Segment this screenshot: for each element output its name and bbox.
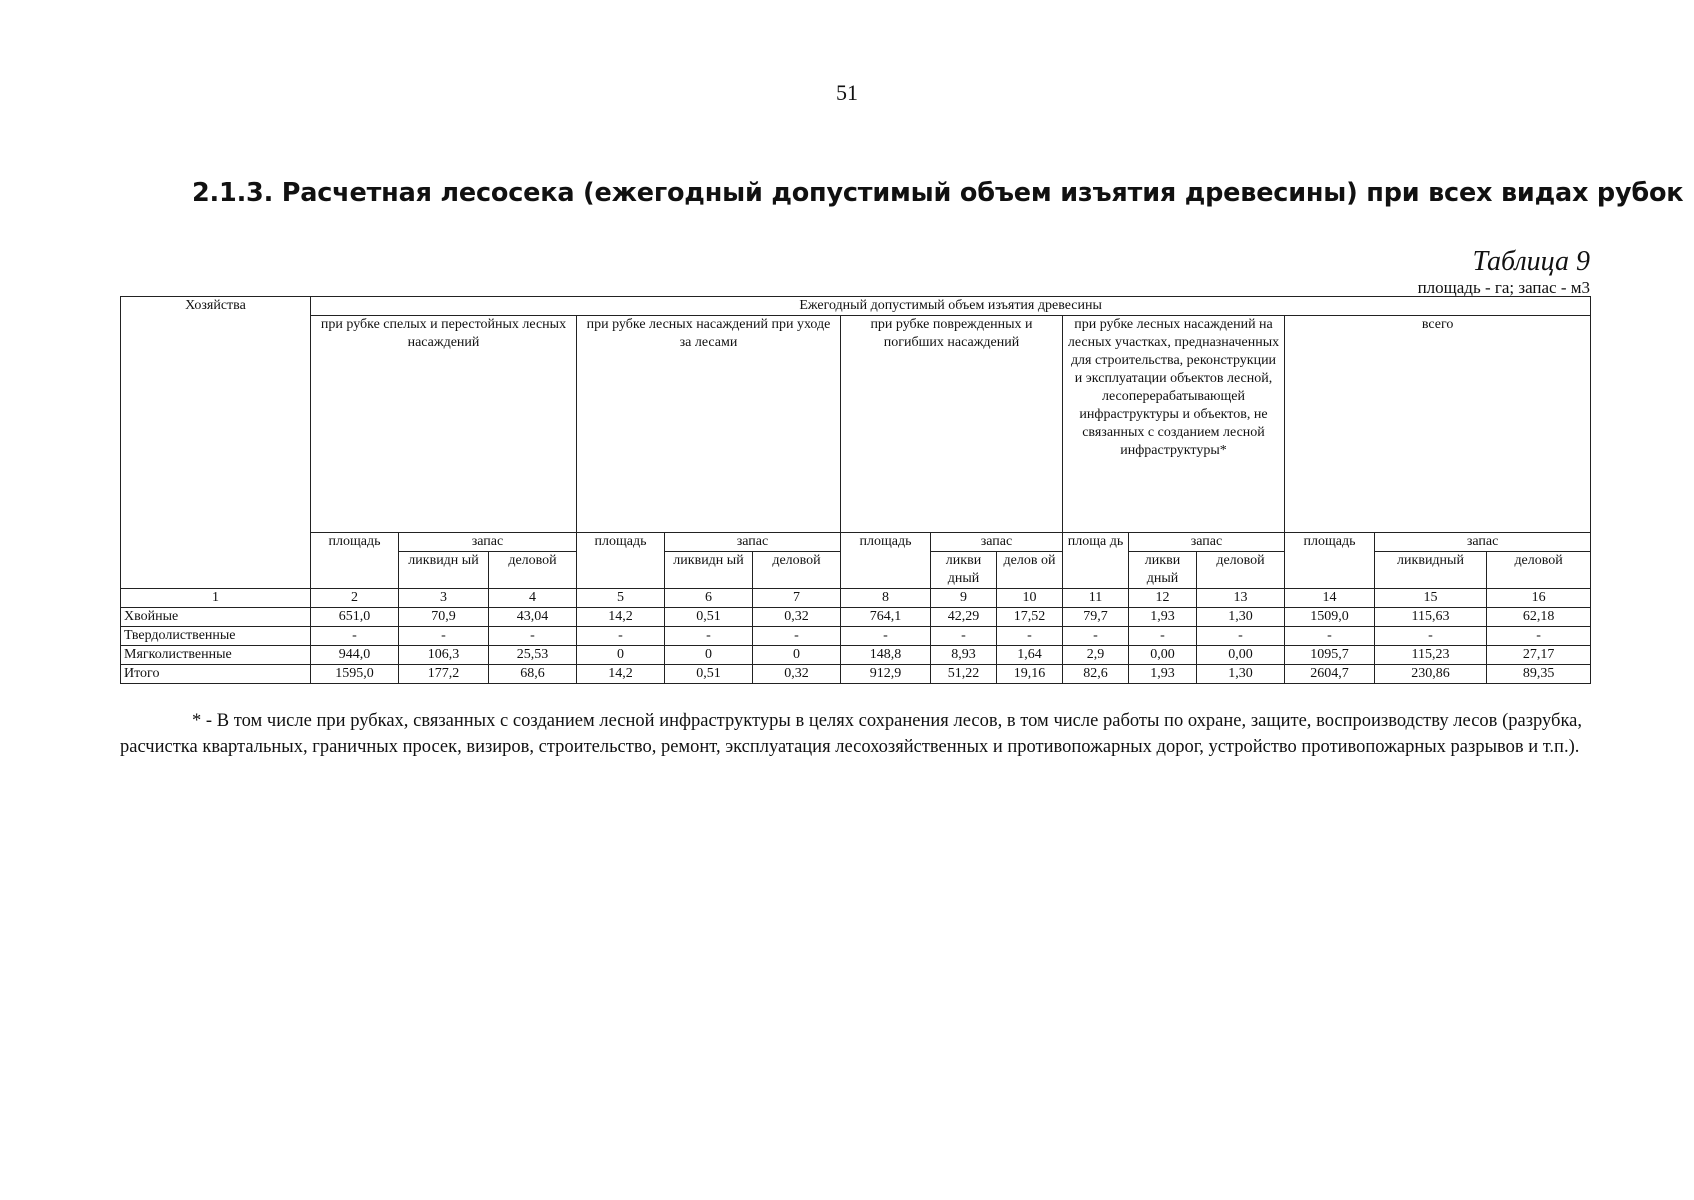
column-number: 14 bbox=[1285, 589, 1375, 608]
table-cell: 14,2 bbox=[577, 608, 665, 627]
table-cell: 1,30 bbox=[1197, 665, 1285, 684]
column-number: 10 bbox=[997, 589, 1063, 608]
table-cell: 0 bbox=[577, 646, 665, 665]
table-cell: 42,29 bbox=[931, 608, 997, 627]
table-cell: 8,93 bbox=[931, 646, 997, 665]
table-cell: 19,16 bbox=[997, 665, 1063, 684]
table-cell: 0,00 bbox=[1197, 646, 1285, 665]
header-area: площадь bbox=[311, 533, 399, 589]
table-cell: 2,9 bbox=[1063, 646, 1129, 665]
table-cell: 68,6 bbox=[489, 665, 577, 684]
table-cell: - bbox=[399, 627, 489, 646]
header-liquid: ликвидный bbox=[1375, 552, 1487, 589]
column-number: 2 bbox=[311, 589, 399, 608]
table-cell: - bbox=[1197, 627, 1285, 646]
header-area: площадь bbox=[1285, 533, 1375, 589]
column-number: 11 bbox=[1063, 589, 1129, 608]
column-number: 5 bbox=[577, 589, 665, 608]
table-cell: - bbox=[1487, 627, 1591, 646]
column-number: 15 bbox=[1375, 589, 1487, 608]
table-row bbox=[121, 665, 1591, 684]
column-number: 1 bbox=[121, 589, 311, 608]
table-cell: 27,17 bbox=[1487, 646, 1591, 665]
table-cell: - bbox=[841, 627, 931, 646]
table-cell: - bbox=[1375, 627, 1487, 646]
table-cell: 0,32 bbox=[753, 608, 841, 627]
table-cell: - bbox=[997, 627, 1063, 646]
table-label: Таблица 9 bbox=[1472, 246, 1590, 277]
column-number-row bbox=[121, 589, 1591, 608]
footnote-text: * - В том числе при рубках, связанных с созданием лесной инфраструктуры в целях сохранения лесов, в том числе работы по охране, защите, воспроизводству лесов (разрубка, расчистка квартальных, граничных просек, визиров, строительство, ремонт, эксплуатация лесохозяйственных и противопожарных дорог, устройство противопожарных разрывов и т.п.). bbox=[120, 711, 1582, 757]
table-cell: 0,32 bbox=[753, 665, 841, 684]
units-note: площадь - га; запас - м3 bbox=[1417, 278, 1590, 297]
table-cell: - bbox=[931, 627, 997, 646]
column-number: 12 bbox=[1129, 589, 1197, 608]
header-liquid: ликви дный bbox=[931, 552, 997, 589]
table-cell: 1,93 bbox=[1129, 608, 1197, 627]
table-cell: 148,8 bbox=[841, 646, 931, 665]
table-cell: 651,0 bbox=[311, 608, 399, 627]
table-cell: - bbox=[1063, 627, 1129, 646]
column-number: 8 bbox=[841, 589, 931, 608]
table-cell: 0,51 bbox=[665, 608, 753, 627]
header-area: площадь bbox=[577, 533, 665, 589]
row-name: Мягколиственные bbox=[121, 646, 311, 665]
table-cell: 17,52 bbox=[997, 608, 1063, 627]
table-cell: 51,22 bbox=[931, 665, 997, 684]
harvest-table bbox=[120, 296, 1591, 684]
table-cell: - bbox=[489, 627, 577, 646]
table-cell: 944,0 bbox=[311, 646, 399, 665]
column-number: 4 bbox=[489, 589, 577, 608]
table-cell: 764,1 bbox=[841, 608, 931, 627]
table-row bbox=[121, 608, 1591, 627]
table-cell: 0 bbox=[753, 646, 841, 665]
header-area: площа дь bbox=[1063, 533, 1129, 589]
header-liquid: ликвидн ый bbox=[399, 552, 489, 589]
header-stock: запас bbox=[931, 533, 1063, 552]
header-liquid: ликвидн ый bbox=[665, 552, 753, 589]
table-cell: 0,00 bbox=[1129, 646, 1197, 665]
header-stock: запас bbox=[665, 533, 841, 552]
table-cell: 1,64 bbox=[997, 646, 1063, 665]
row-name: Твердолиственные bbox=[121, 627, 311, 646]
table-cell: - bbox=[665, 627, 753, 646]
footnote bbox=[120, 708, 1582, 760]
section-title: 2.1.3. Расчетная лесосека (ежегодный допустимый объем изъятия древесины) при всех видах рубок bbox=[192, 178, 1684, 208]
header-farms: Хозяйства bbox=[121, 297, 311, 589]
table-cell: 1595,0 bbox=[311, 665, 399, 684]
table-row bbox=[121, 646, 1591, 665]
header-stock: запас bbox=[1129, 533, 1285, 552]
column-number: 6 bbox=[665, 589, 753, 608]
table-cell: - bbox=[311, 627, 399, 646]
table-cell: 1095,7 bbox=[1285, 646, 1375, 665]
row-name: Итого bbox=[121, 665, 311, 684]
table-cell: 70,9 bbox=[399, 608, 489, 627]
header-stock: запас bbox=[399, 533, 577, 552]
header-group-mature: при рубке спелых и перестойных лесных насаждений bbox=[311, 316, 577, 533]
header-area: площадь bbox=[841, 533, 931, 589]
header-group-damaged: при рубке поврежденных и погибших насаждений bbox=[841, 316, 1063, 533]
header-group-infrastructure: при рубке лесных насаждений на лесных участках, предназначенных для строительства, реконструкции и эксплуатации объектов лесной, лесоперерабатывающей инфраструктуры и объектов, не связанных с созданием лесной инфраструктуры* bbox=[1063, 316, 1285, 533]
table-cell: 14,2 bbox=[577, 665, 665, 684]
header-business: деловой bbox=[489, 552, 577, 589]
header-annual-volume: Ежегодный допустимый объем изъятия древесины bbox=[311, 297, 1591, 316]
header-group-care: при рубке лесных насаждений при уходе за лесами bbox=[577, 316, 841, 533]
table-cell: 230,86 bbox=[1375, 665, 1487, 684]
table-cell: - bbox=[1129, 627, 1197, 646]
table-cell: 25,53 bbox=[489, 646, 577, 665]
table-cell: 2604,7 bbox=[1285, 665, 1375, 684]
table-cell: 1509,0 bbox=[1285, 608, 1375, 627]
table-cell: 62,18 bbox=[1487, 608, 1591, 627]
table-cell: 82,6 bbox=[1063, 665, 1129, 684]
table-cell: - bbox=[753, 627, 841, 646]
table-cell: 912,9 bbox=[841, 665, 931, 684]
table-cell: 0 bbox=[665, 646, 753, 665]
row-name: Хвойные bbox=[121, 608, 311, 627]
column-number: 16 bbox=[1487, 589, 1591, 608]
header-stock: запас bbox=[1375, 533, 1591, 552]
table-cell: 106,3 bbox=[399, 646, 489, 665]
table-cell: 1,93 bbox=[1129, 665, 1197, 684]
table-cell: 89,35 bbox=[1487, 665, 1591, 684]
header-business: делов ой bbox=[997, 552, 1063, 589]
table-cell: 115,23 bbox=[1375, 646, 1487, 665]
page-number: 51 bbox=[836, 80, 858, 105]
table-cell: 0,51 bbox=[665, 665, 753, 684]
table-cell: 79,7 bbox=[1063, 608, 1129, 627]
header-liquid: ликви дный bbox=[1129, 552, 1197, 589]
header-business: деловой bbox=[1197, 552, 1285, 589]
header-business: деловой bbox=[1487, 552, 1591, 589]
table-row bbox=[121, 627, 1591, 646]
table-cell: 43,04 bbox=[489, 608, 577, 627]
column-number: 13 bbox=[1197, 589, 1285, 608]
table-cell: - bbox=[577, 627, 665, 646]
column-number: 9 bbox=[931, 589, 997, 608]
table-cell: 1,30 bbox=[1197, 608, 1285, 627]
column-number: 7 bbox=[753, 589, 841, 608]
table-cell: 115,63 bbox=[1375, 608, 1487, 627]
table-cell: 177,2 bbox=[399, 665, 489, 684]
table-cell: - bbox=[1285, 627, 1375, 646]
header-group-total: всего bbox=[1285, 316, 1591, 533]
column-number: 3 bbox=[399, 589, 489, 608]
header-business: деловой bbox=[753, 552, 841, 589]
